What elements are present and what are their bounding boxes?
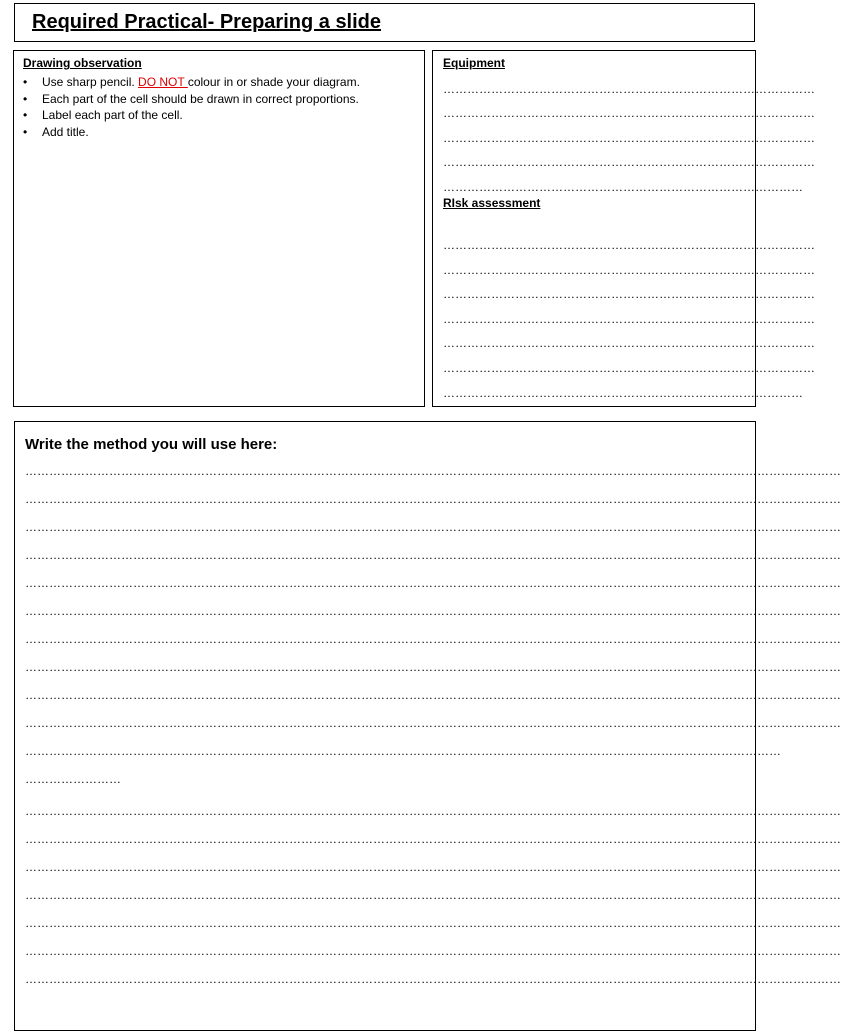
instruction-item bbox=[22, 107, 360, 124]
title-box bbox=[14, 3, 755, 42]
risk-line[interactable]: ………………………………………………………………………………… bbox=[443, 238, 815, 252]
bullet-icon: • bbox=[23, 91, 28, 106]
equipment-risk-box bbox=[432, 50, 815, 407]
instruction-item bbox=[22, 74, 360, 91]
method-line[interactable]: …………………………………………………………………………………………………………………………………………………………………………………… bbox=[25, 972, 841, 986]
method-box bbox=[14, 421, 841, 1031]
risk-line[interactable]: ………………………………………………………………………………… bbox=[443, 263, 815, 277]
method-line[interactable]: …………………………………………………………………………………………………………………………………………………………………………………… bbox=[25, 888, 841, 902]
method-line[interactable]: …………………………………………………………………………………………………………………………………………………………………………………… bbox=[25, 832, 841, 846]
instruction-item bbox=[22, 91, 360, 108]
method-line[interactable]: …………………………………………………………………………………………………………………………………………………………………………………… bbox=[25, 464, 841, 478]
method-line[interactable]: …………………………………………………………………………………………………………………………………………………………………………………… bbox=[25, 576, 841, 590]
method-line[interactable]: …………………………………………………………………………………………………………………………………………………………………………………… bbox=[25, 548, 841, 562]
equipment-line[interactable]: ………………………………………………………………………………… bbox=[443, 155, 815, 169]
do-not-warning: DO NOT bbox=[138, 75, 188, 89]
risk-line[interactable]: ………………………………………………………………………………… bbox=[443, 287, 815, 301]
risk-line[interactable]: ………………………………………………………………………………… bbox=[443, 336, 815, 350]
method-line[interactable]: …………………………………………………………………………………………………………………………………………………………………………………… bbox=[25, 688, 841, 702]
method-heading: Write the method you will use here: bbox=[25, 436, 278, 453]
method-line[interactable]: …………………… bbox=[25, 772, 121, 786]
risk-assessment-heading: RIsk assessment bbox=[443, 196, 541, 210]
bullet-icon: • bbox=[23, 124, 28, 139]
bullet-icon: • bbox=[23, 75, 28, 89]
instruction-text: Use sharp pencil. bbox=[42, 75, 139, 89]
equipment-line[interactable]: ………………………………………………………………………………… bbox=[443, 106, 815, 120]
method-line[interactable]: …………………………………………………………………………………………………………………………………………………………………………………… bbox=[25, 716, 841, 730]
page-title: Required Practical- Preparing a slide bbox=[32, 11, 382, 33]
instruction-item bbox=[22, 124, 360, 141]
method-line[interactable]: …………………………………………………………………………………………………………………………………………………………………………………… bbox=[25, 916, 841, 930]
method-line[interactable]: …………………………………………………………………………………………………………………………………………………………………………………… bbox=[25, 660, 841, 674]
method-line[interactable]: …………………………………………………………………………………………………………………………………………………………………………………… bbox=[25, 492, 841, 506]
instruction-text: Add title. bbox=[42, 124, 89, 139]
equipment-heading: Equipment bbox=[443, 56, 505, 70]
drawing-instructions bbox=[22, 74, 360, 140]
risk-line[interactable]: ………………………………………………………………………………… bbox=[443, 361, 815, 375]
method-line[interactable]: …………………………………………………………………………………………………………………………………………………………………………………… bbox=[25, 520, 841, 534]
bullet-icon: • bbox=[23, 108, 28, 122]
drawing-heading: Drawing observation bbox=[23, 56, 142, 70]
risk-line[interactable]: ……………………………………………………………………………… bbox=[443, 386, 803, 400]
instruction-text: Label each part of the cell. bbox=[42, 108, 183, 122]
equipment-line[interactable]: ………………………………………………………………………………… bbox=[443, 82, 815, 96]
method-line[interactable]: …………………………………………………………………………………………………………………………………………………………………………………… bbox=[25, 632, 841, 646]
equipment-line[interactable]: ………………………………………………………………………………… bbox=[443, 131, 815, 145]
equipment-line[interactable]: ……………………………………………………………………………… bbox=[443, 180, 803, 194]
drawing-observation-box[interactable] bbox=[13, 50, 425, 407]
method-line[interactable]: …………………………………………………………………………………………………………………………………………………………………………………… bbox=[25, 804, 841, 818]
instruction-text: colour in or shade your diagram. bbox=[187, 75, 360, 89]
method-line[interactable]: …………………………………………………………………………………………………………………………………………………………………………………… bbox=[25, 604, 841, 618]
instruction-text: Each part of the cell should be drawn in correct proportions. bbox=[42, 91, 359, 106]
method-line[interactable]: …………………………………………………………………………………………………………………………………………………………………………………… bbox=[25, 860, 841, 874]
method-line[interactable]: ……………………………………………………………………………………………………………………………………………………………………… bbox=[25, 744, 781, 758]
method-line[interactable]: …………………………………………………………………………………………………………………………………………………………………………………… bbox=[25, 944, 841, 958]
risk-line[interactable]: ………………………………………………………………………………… bbox=[443, 312, 815, 326]
